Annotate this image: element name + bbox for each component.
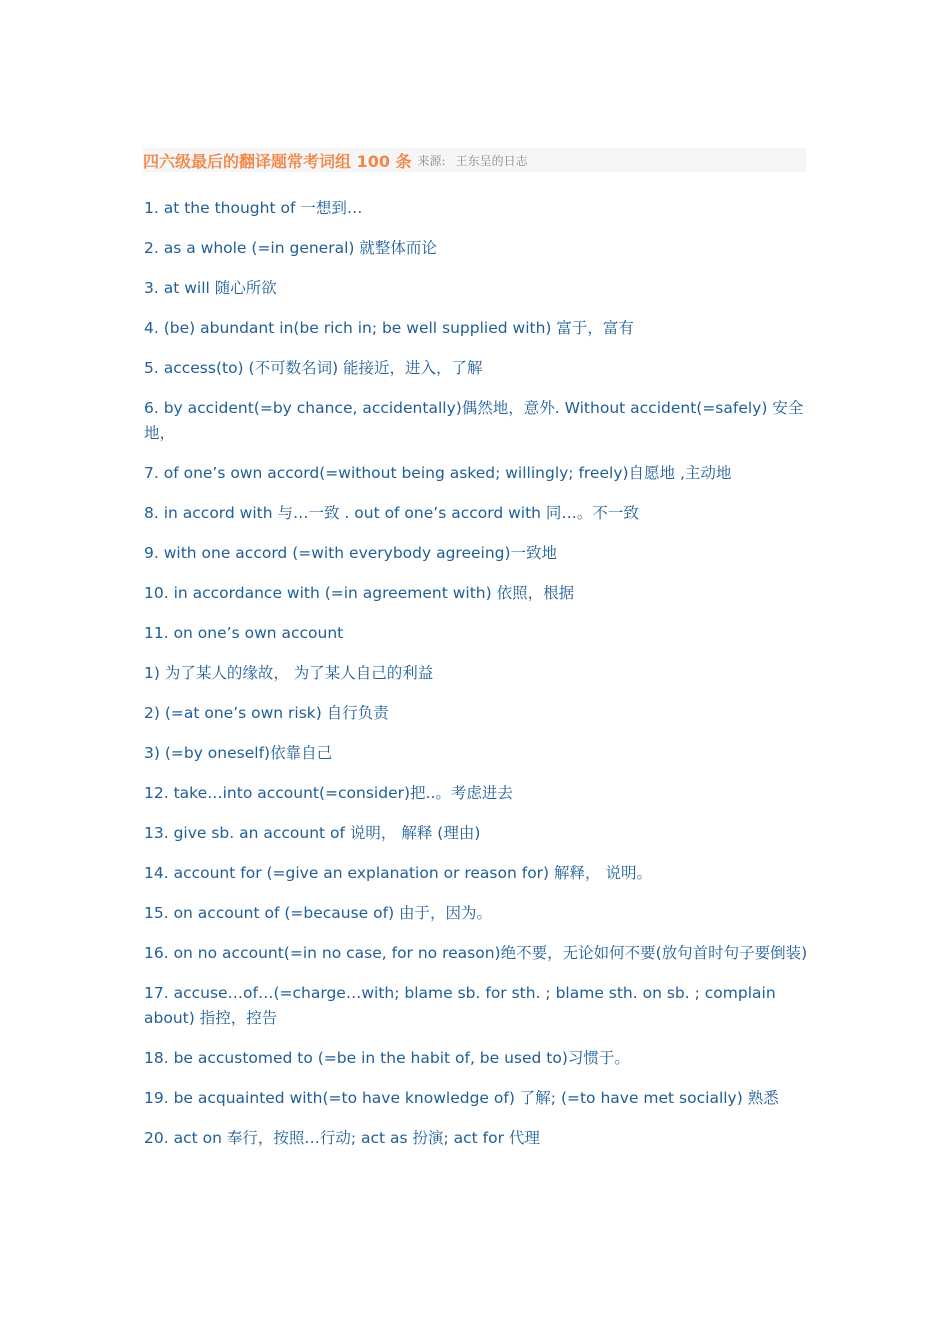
phrase-entry-5: 5. access(to) (不可数名词) 能接近，进入，了解 bbox=[144, 359, 483, 377]
phrase-entry-15: 15. on account of (=because of) 由于，因为。 bbox=[144, 904, 493, 922]
source-label: 来源: bbox=[417, 153, 446, 168]
phrase-entry-16: 16. on no account(=in no case, for no reason)绝不要，无论如何不要(放句首时句子要倒装) bbox=[144, 944, 808, 962]
phrase-list bbox=[144, 196, 809, 1166]
phrase-entry-1: 1. at the thought of 一想到… bbox=[144, 199, 363, 217]
phrase-entry-10: 10. in accordance with (=in agreement with) 依照，根据 bbox=[144, 584, 575, 602]
phrase-subentry-11-3: 3) (=by oneself)依靠自己 bbox=[144, 744, 333, 762]
phrase-entry-13: 13. give sb. an account of 说明， 解释 (理由) bbox=[144, 824, 481, 842]
phrase-entry-19: 19. be acquainted with(=to have knowledge of) 了解; (=to have met socially) 熟悉 bbox=[144, 1089, 779, 1107]
phrase-entry-4: 4. (be) abundant in(be rich in; be well supplied with) 富于，富有 bbox=[144, 319, 634, 337]
phrase-entry-2: 2. as a whole (=in general) 就整体而论 bbox=[144, 239, 437, 257]
phrase-entry-8: 8. in accord with 与…一致 . out of one’s accord with 同…。不一致 bbox=[144, 504, 639, 522]
phrase-entry-6: 6. by accident(=by chance, accidentally)偶然地，意外. Without accident(=safely) 安全地， bbox=[144, 399, 804, 442]
phrase-entry-7: 7. of one’s own accord(=without being asked; willingly; freely)自愿地 ,主动地 bbox=[144, 464, 732, 482]
document-title: 四六级最后的翻译题常考词组 100 条 bbox=[143, 151, 412, 171]
phrase-entry-11: 11. on one’s own account bbox=[144, 624, 344, 642]
phrase-entry-12: 12. take…into account(=consider)把..。考虑进去 bbox=[144, 784, 513, 802]
phrase-subentry-11-1: 1) 为了某人的缘故， 为了某人自己的利益 bbox=[144, 664, 434, 682]
phrase-subentry-11-2: 2) (=at one’s own risk) 自行负责 bbox=[144, 704, 389, 722]
phrase-entry-3: 3. at will 随心所欲 bbox=[144, 279, 277, 297]
header-bar bbox=[143, 148, 806, 172]
phrase-entry-9: 9. with one accord (=with everybody agreeing)一致地 bbox=[144, 544, 558, 562]
phrase-entry-17: 17. accuse…of…(=charge…with; blame sb. for sth. ; blame sth. on sb. ; complain about) 指控，控告 bbox=[144, 984, 781, 1027]
source-author-link[interactable]: 王东呈的日志 bbox=[455, 153, 528, 168]
phrase-entry-20: 20. act on 奉行，按照…行动; act as 扮演; act for 代理 bbox=[144, 1129, 540, 1147]
phrase-entry-14: 14. account for (=give an explanation or reason for) 解释， 说明。 bbox=[144, 864, 652, 882]
phrase-entry-18: 18. be accustomed to (=be in the habit of, be used to)习惯于。 bbox=[144, 1049, 630, 1067]
